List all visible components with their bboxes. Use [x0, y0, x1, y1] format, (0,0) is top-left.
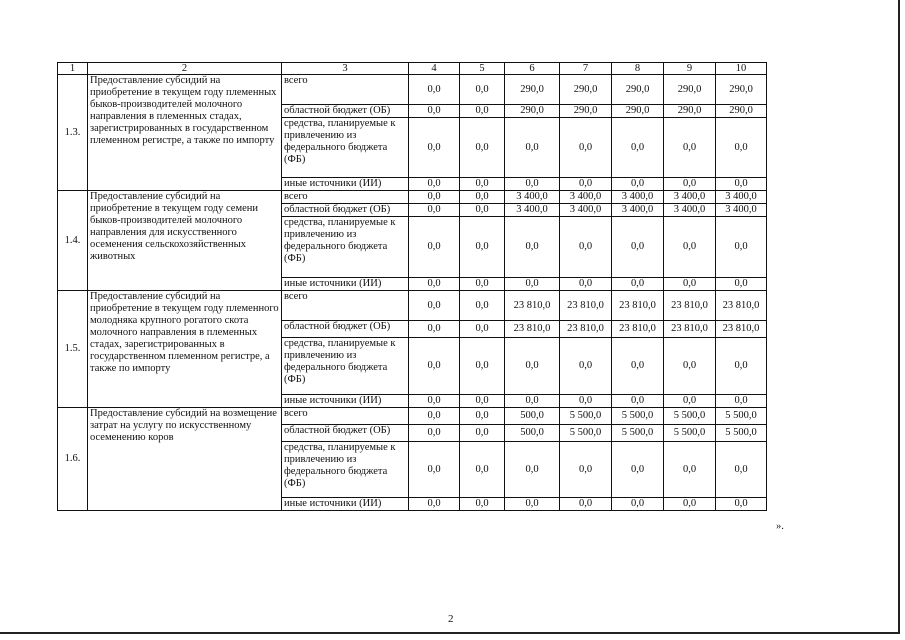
- funding-source: иные источники (ИИ): [282, 395, 409, 408]
- value-cell: 5 500,0: [560, 408, 612, 425]
- value-cell: 0,0: [460, 75, 505, 105]
- value-cell: 0,0: [409, 178, 460, 191]
- value-cell: 3 400,0: [716, 191, 767, 204]
- column-header-7: 7: [560, 63, 612, 75]
- value-cell: 500,0: [505, 425, 560, 442]
- value-cell: 0,0: [560, 118, 612, 178]
- value-cell: 0,0: [460, 291, 505, 321]
- value-cell: 0,0: [505, 178, 560, 191]
- value-cell: 5 500,0: [664, 408, 716, 425]
- value-cell: 0,0: [612, 442, 664, 498]
- column-header-9: 9: [664, 63, 716, 75]
- funding-source: областной бюджет (ОБ): [282, 321, 409, 338]
- value-cell: 290,0: [716, 105, 767, 118]
- value-cell: 0,0: [612, 395, 664, 408]
- value-cell: 23 810,0: [612, 321, 664, 338]
- value-cell: 23 810,0: [716, 291, 767, 321]
- value-cell: 3 400,0: [560, 191, 612, 204]
- table-row: [58, 75, 767, 105]
- value-cell: 0,0: [560, 217, 612, 278]
- value-cell: 0,0: [716, 498, 767, 511]
- value-cell: 0,0: [409, 498, 460, 511]
- value-cell: 0,0: [409, 425, 460, 442]
- value-cell: 0,0: [409, 408, 460, 425]
- value-cell: 0,0: [460, 178, 505, 191]
- value-cell: 3 400,0: [612, 204, 664, 217]
- value-cell: 0,0: [409, 204, 460, 217]
- value-cell: 500,0: [505, 408, 560, 425]
- value-cell: 290,0: [664, 75, 716, 105]
- value-cell: 290,0: [664, 105, 716, 118]
- value-cell: 0,0: [560, 278, 612, 291]
- value-cell: 0,0: [505, 338, 560, 395]
- value-cell: 0,0: [716, 217, 767, 278]
- section-description: Предоставление субсидий на приобретение в текущем году семени быков-производителей молочного направления для искусственного осеменения сельскохозяйственных животных: [88, 191, 282, 291]
- value-cell: 0,0: [612, 498, 664, 511]
- value-cell: 0,0: [409, 217, 460, 278]
- value-cell: 0,0: [560, 338, 612, 395]
- funding-source: средства, планируемые к привлечению из федерального бюджета (ФБ): [282, 442, 409, 498]
- funding-source: всего: [282, 408, 409, 425]
- value-cell: 0,0: [409, 278, 460, 291]
- value-cell: 290,0: [612, 105, 664, 118]
- value-cell: 23 810,0: [612, 291, 664, 321]
- column-header-5: 5: [460, 63, 505, 75]
- value-cell: 0,0: [560, 395, 612, 408]
- value-cell: 0,0: [716, 178, 767, 191]
- value-cell: 5 500,0: [612, 408, 664, 425]
- column-header-6: 6: [505, 63, 560, 75]
- value-cell: 23 810,0: [664, 321, 716, 338]
- value-cell: 0,0: [612, 217, 664, 278]
- value-cell: 290,0: [560, 105, 612, 118]
- value-cell: 5 500,0: [716, 408, 767, 425]
- value-cell: 5 500,0: [560, 425, 612, 442]
- value-cell: 290,0: [716, 75, 767, 105]
- value-cell: 3 400,0: [560, 204, 612, 217]
- table-row: [58, 408, 767, 425]
- value-cell: 0,0: [560, 498, 612, 511]
- value-cell: 0,0: [460, 204, 505, 217]
- value-cell: 0,0: [664, 338, 716, 395]
- value-cell: 0,0: [409, 321, 460, 338]
- section-number: 1.5.: [58, 291, 88, 408]
- section-description: Предоставление субсидий на возмещение затрат на услугу по искусственному осеменению коров: [88, 408, 282, 511]
- value-cell: 0,0: [409, 291, 460, 321]
- value-cell: 0,0: [505, 395, 560, 408]
- value-cell: 0,0: [460, 191, 505, 204]
- value-cell: 290,0: [612, 75, 664, 105]
- value-cell: 0,0: [664, 278, 716, 291]
- closing-quote-mark: ».: [776, 521, 784, 532]
- value-cell: 0,0: [612, 338, 664, 395]
- value-cell: 0,0: [612, 178, 664, 191]
- funding-source: иные источники (ИИ): [282, 498, 409, 511]
- value-cell: 0,0: [409, 395, 460, 408]
- value-cell: 3 400,0: [664, 204, 716, 217]
- value-cell: 3 400,0: [505, 191, 560, 204]
- column-header-4: 4: [409, 63, 460, 75]
- value-cell: 0,0: [612, 278, 664, 291]
- value-cell: 0,0: [505, 498, 560, 511]
- value-cell: 290,0: [505, 75, 560, 105]
- value-cell: 0,0: [505, 442, 560, 498]
- value-cell: 0,0: [409, 191, 460, 204]
- value-cell: 0,0: [505, 278, 560, 291]
- value-cell: 5 500,0: [664, 425, 716, 442]
- section-description: Предоставление субсидий на приобретение в текущем году племенного молодняка крупного рогатого скота молочного направления в племенных стадах, зарегистрированных в государственном племенном регистре, а также по импорту: [88, 291, 282, 408]
- funding-source: областной бюджет (ОБ): [282, 204, 409, 217]
- funding-source: средства, планируемые к привлечению из федерального бюджета (ФБ): [282, 338, 409, 395]
- value-cell: 3 400,0: [664, 191, 716, 204]
- section-number: 1.6.: [58, 408, 88, 511]
- funding-source: областной бюджет (ОБ): [282, 105, 409, 118]
- value-cell: 0,0: [460, 498, 505, 511]
- column-header-10: 10: [716, 63, 767, 75]
- value-cell: 0,0: [664, 217, 716, 278]
- column-header-2: 2: [88, 63, 282, 75]
- value-cell: 0,0: [664, 442, 716, 498]
- value-cell: 0,0: [460, 338, 505, 395]
- value-cell: 23 810,0: [560, 291, 612, 321]
- value-cell: 5 500,0: [716, 425, 767, 442]
- value-cell: 0,0: [560, 442, 612, 498]
- funding-source: иные источники (ИИ): [282, 278, 409, 291]
- funding-source: областной бюджет (ОБ): [282, 425, 409, 442]
- value-cell: 3 400,0: [612, 191, 664, 204]
- funding-source: всего: [282, 75, 409, 105]
- value-cell: 0,0: [409, 75, 460, 105]
- value-cell: 0,0: [460, 105, 505, 118]
- section-number: 1.4.: [58, 191, 88, 291]
- value-cell: 23 810,0: [560, 321, 612, 338]
- value-cell: 0,0: [716, 395, 767, 408]
- column-header-1: 1: [58, 63, 88, 75]
- value-cell: 0,0: [716, 278, 767, 291]
- value-cell: 0,0: [612, 118, 664, 178]
- value-cell: 0,0: [460, 118, 505, 178]
- value-cell: 0,0: [460, 278, 505, 291]
- value-cell: 0,0: [460, 425, 505, 442]
- funding-source: средства, планируемые к привлечению из федерального бюджета (ФБ): [282, 118, 409, 178]
- value-cell: 3 400,0: [505, 204, 560, 217]
- page-number: 2: [448, 613, 454, 625]
- column-header-row: [58, 63, 767, 75]
- funding-source: всего: [282, 291, 409, 321]
- value-cell: 0,0: [409, 338, 460, 395]
- funding-source: средства, планируемые к привлечению из федерального бюджета (ФБ): [282, 217, 409, 278]
- value-cell: 0,0: [460, 442, 505, 498]
- value-cell: 0,0: [560, 178, 612, 191]
- section-description: Предоставление субсидий на приобретение в текущем году племенных быков-производителей молочного направления в племенных стадах, зарегистрированных в государственном племенном регистре, а также по импорту: [88, 75, 282, 191]
- table-row: [58, 291, 767, 321]
- value-cell: 290,0: [560, 75, 612, 105]
- value-cell: 0,0: [409, 105, 460, 118]
- value-cell: 0,0: [505, 217, 560, 278]
- value-cell: 0,0: [460, 408, 505, 425]
- funding-source: всего: [282, 191, 409, 204]
- column-header-8: 8: [612, 63, 664, 75]
- value-cell: 0,0: [409, 118, 460, 178]
- value-cell: 0,0: [716, 442, 767, 498]
- value-cell: 5 500,0: [612, 425, 664, 442]
- value-cell: 3 400,0: [716, 204, 767, 217]
- table-row: [58, 191, 767, 204]
- value-cell: 290,0: [505, 105, 560, 118]
- value-cell: 23 810,0: [505, 291, 560, 321]
- column-header-3: 3: [282, 63, 409, 75]
- funding-source: иные источники (ИИ): [282, 178, 409, 191]
- value-cell: 0,0: [664, 178, 716, 191]
- funding-table: [57, 62, 767, 511]
- value-cell: 0,0: [664, 118, 716, 178]
- value-cell: 0,0: [664, 395, 716, 408]
- value-cell: 0,0: [460, 321, 505, 338]
- value-cell: 0,0: [716, 118, 767, 178]
- value-cell: 23 810,0: [664, 291, 716, 321]
- value-cell: 0,0: [409, 442, 460, 498]
- value-cell: 23 810,0: [505, 321, 560, 338]
- value-cell: 0,0: [664, 498, 716, 511]
- value-cell: 0,0: [505, 118, 560, 178]
- value-cell: 0,0: [460, 395, 505, 408]
- value-cell: 23 810,0: [716, 321, 767, 338]
- value-cell: 0,0: [460, 217, 505, 278]
- section-number: 1.3.: [58, 75, 88, 191]
- value-cell: 0,0: [716, 338, 767, 395]
